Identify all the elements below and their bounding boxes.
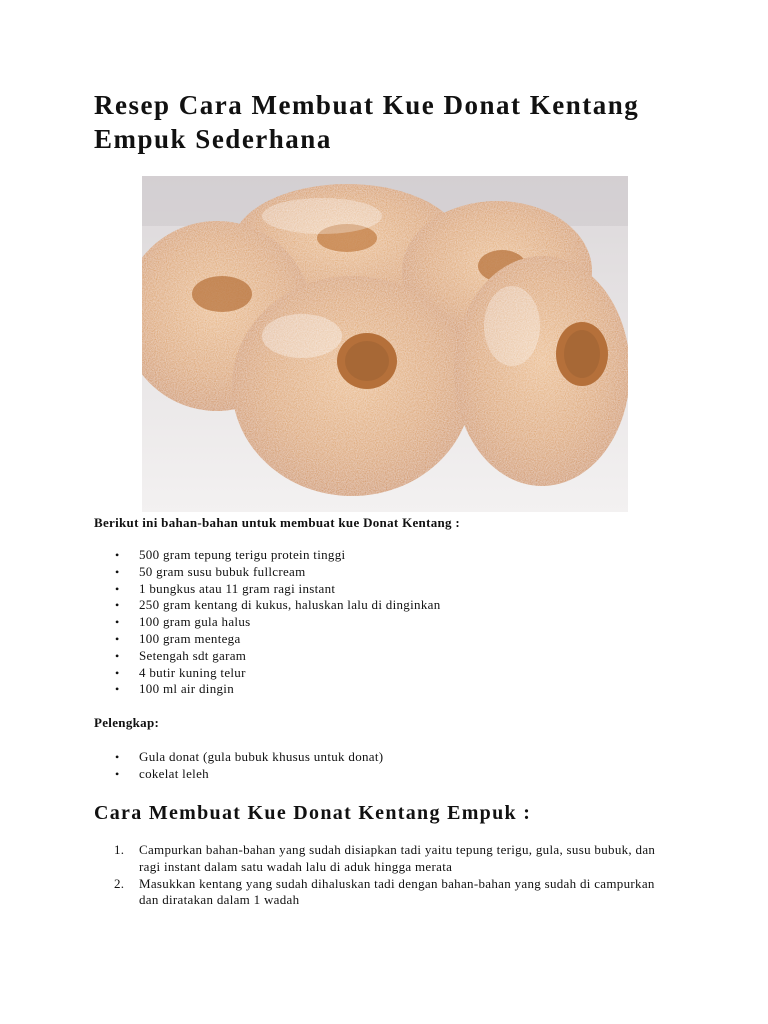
list-item: • Gula donat (gula bubuk khusus untuk donat) [94,749,383,766]
donut-photo [142,176,628,512]
step-text: Masukkan kentang yang sudah dihaluskan tadi dengan bahan-bahan yang sudah di campurkan dan diratakan dalam 1 wadah [139,875,655,908]
step-text: Campurkan bahan-bahan yang sudah disiapkan tadi yaitu tepung terigu, gula, susu bubuk, dan ragi instant dalam satu wadah lalu di aduk hingga merata [139,842,656,874]
ingredients-intro: Berikut ini bahan-bahan untuk membuat kue Donat Kentang : [94,515,461,530]
pelengkap-label: Pelengkap: [94,715,160,730]
list-item: • 50 gram susu bubuk fullcream [94,564,441,581]
step-item [94,842,664,876]
page-title: Resep Cara Membuat Kue Donat Kentang Empuk Sederhana [94,90,640,154]
step-item [94,876,664,910]
pelengkap-list [94,749,383,783]
step-number: 1. [114,842,125,857]
step-number: 2. [114,875,125,891]
list-item: • 250 gram kentang di kukus, haluskan lalu di dinginkan [94,597,441,614]
donut-photo-illustration [142,176,628,512]
list-item: • cokelat leleh [94,766,383,783]
list-item: • 1 bungkus atau 11 gram ragi instant [94,581,441,598]
steps-list [94,842,664,909]
list-item: • Setengah sdt garam [94,648,441,665]
list-item: • 500 gram tepung terigu protein tinggi [94,547,441,564]
list-item: • 100 gram gula halus [94,614,441,631]
section-heading: Cara Membuat Kue Donat Kentang Empuk : [94,802,532,824]
list-item: • 100 ml air dingin [94,681,441,698]
list-item: • 4 butir kuning telur [94,665,441,682]
list-item: • 100 gram mentega [94,631,441,648]
ingredients-list [94,547,441,698]
